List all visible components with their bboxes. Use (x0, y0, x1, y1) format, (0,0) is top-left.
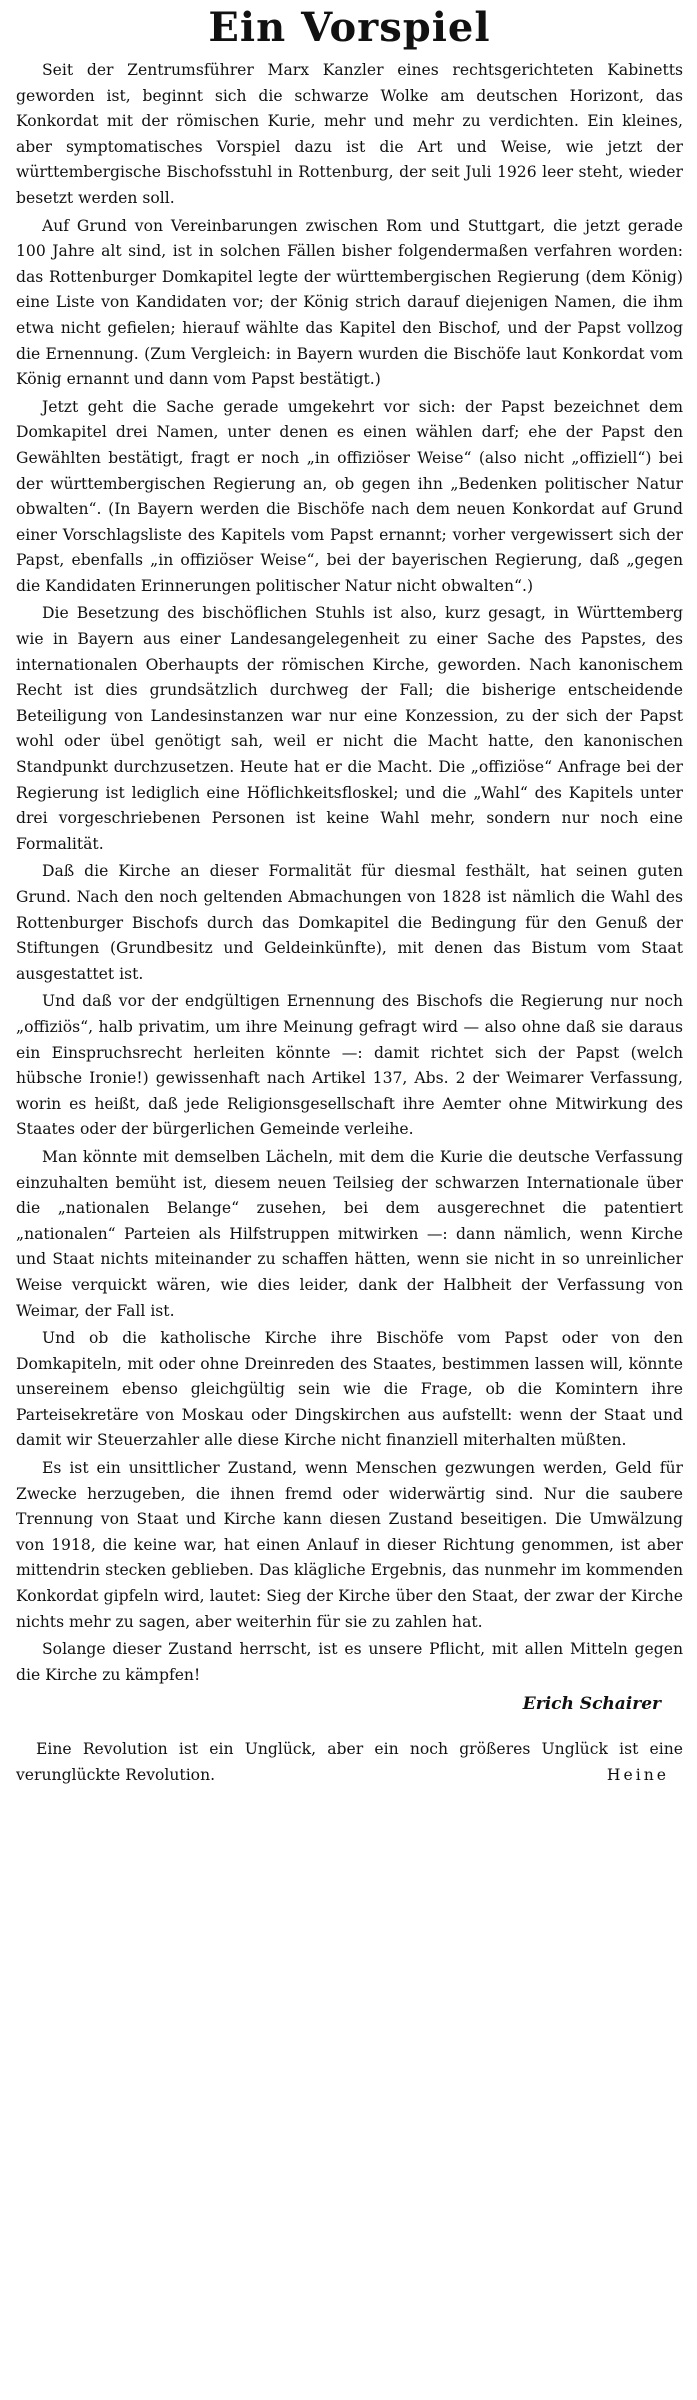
article-paragraph: Daß die Kirche an dieser Formalität für diesmal festhält, hat seinen guten Grund. Nach den noch geltenden Abmachungen von 1828 ist nämlich die Wahl des Rottenburger Bischofs durch das Domkapitel die Bedingung für den Genuß der Stiftungen (Grundbesitz und Geldeinkünfte), mit denen das Bistum vom Staat ausgestattet ist. (16, 862, 683, 983)
article-paragraph: Auf Grund von Vereinbarungen zwischen Rom und Stuttgart, die jetzt gerade 100 Jahre alt sind, ist in solchen Fällen bisher folgendermaßen verfahren worden: das Rottenburger Domkapitel legte der württembergischen Regierung (dem König) eine Liste von Kandidaten vor; der König strich darauf diejenigen Namen, die ihm etwa nicht gefielen; hierauf wählte das Kapitel den Bischof, und der Papst vollzog die Ernennung. (Zum Vergleich: in Bayern wurden die Bischöfe laut Konkordat vom König ernannt und dann vom Papst bestätigt.) (16, 216, 683, 389)
article-body (16, 58, 683, 1688)
article-paragraph: Es ist ein unsittlicher Zustand, wenn Menschen gezwungen werden, Geld für Zwecke herzugeben, die ihnen fremd oder widerwärtig sind. Nur die saubere Trennung von Staat und Kirche kann diesen Zustand beseitigen. Die Umwälzung von 1918, die keine war, hat einen Anlauf in dieser Richtung genommen, ist aber mittendrin stecken geblieben. Das klägliche Ergebnis, das nunmehr im kommenden Konkordat gipfeln wird, lautet: Sieg der Kirche über den Staat, der zwar der Kirche nichts mehr zu sagen, aber weiterhin für sie zu zahlen hat. (16, 1459, 683, 1631)
article-paragraph: Solange dieser Zustand herrscht, ist es unsere Pflicht, mit allen Mitteln gegen die Kirche zu kämpfen! (16, 1640, 683, 1684)
article-paragraph: Und daß vor der endgültigen Ernennung des Bischofs die Regierung nur noch „offiziös“, halb privatim, um ihre Meinung gefragt wird — also ohne daß sie daraus ein Einspruchsrecht herleiten könnte —: damit richtet sich der Papst (welch hübsche Ironie!) gewissenhaft nach Artikel 137, Abs. 2 der Weimarer Verfassung, worin es heißt, daß jede Religionsgesellschaft ihre Aemter ohne Mitwirkung des Staates oder der bürgerlichen Gemeinde verleihe. (16, 992, 683, 1139)
footer-quote (16, 1736, 683, 1788)
article-paragraph: Seit der Zentrumsführer Marx Kanzler eines rechtsgerichteten Kabinetts geworden ist, beginnt sich die schwarze Wolke am deutschen Horizont, das Konkordat mit der römischen Kurie, mehr und mehr zu verdichten. Ein kleines, aber symptomatisches Vorspiel dazu ist die Art und Weise, wie jetzt der württembergische Bischofsstuhl in Rottenburg, der seit Juli 1926 leer steht, wieder besetzt werden soll. (16, 61, 683, 207)
article-paragraph: Und ob die katholische Kirche ihre Bischöfe vom Papst oder von den Domkapiteln, mit oder ohne Dreinreden des Staates, bestimmen lassen will, könnte unsereinem ebenso gleichgültig sein wie die Frage, ob die Komintern ihre Parteisekretäre von Moskau oder Dingskirchen aus aufstellt: wenn der Staat und damit wir Steuerzahler alle diese Kirche nicht finanziell miterhalten müßten. (16, 1329, 683, 1450)
article-author: Erich Schairer (522, 1694, 661, 1715)
quote-author: Heine (606, 1766, 669, 1785)
article-paragraph: Man könnte mit demselben Lächeln, mit dem die Kurie die deutsche Verfassung einzuhalten bemüht ist, diesem neuen Teilsieg der schwarzen Internationale über die „nationalen Belange“ zusehen, bei dem ausgerechnet die patentiert „nationalen“ Parteien als Hilfstruppen mitwirken —: dann nämlich, wenn Kirche und Staat nichts miteinander zu schaffen hätten, wenn sie nicht in so unreinlicher Weise verquickt wären, wie dies leider, dank der Halbheit der Verfassung von Weimar, der Fall ist. (16, 1147, 683, 1320)
article-title: Ein Vorspiel (208, 4, 491, 51)
article-paragraph: Jetzt geht die Sache gerade umgekehrt vor sich: der Papst bezeichnet dem Domkapitel drei Namen, unter denen es einen wählen darf; ehe der Papst den Gewählten bestätigt, fragt er noch „in offiziöser Weise“ (also nicht „offiziell“) bei der württembergischen Regierung an, ob gegen ihn „Bedenken politischer Natur obwalten“. (In Bayern werden die Bischöfe nach dem neuen Konkordat auf Grund einer Vorschlagsliste des Kapitels vom Papst ernannt; vorher vergewissert sich der Papst, ebenfalls „in offiziöser Weise“, bei der bayerischen Regierung, daß „gegen die Kandidaten Erinnerungen politischer Natur nicht obwalten“.) (16, 397, 683, 595)
quote-text: Eine Revolution ist ein Unglück, aber ein noch größeres Unglück ist eine verunglückte Revolution. (16, 1740, 683, 1785)
article-paragraph: Die Besetzung des bischöflichen Stuhls ist also, kurz gesagt, in Württemberg wie in Bayern aus einer Landesangelegenheit zu einer Sache des Papstes, des internationalen Oberhaupts der römischen Kirche, geworden. Nach kanonischem Recht ist dies grundsätzlich durchweg der Fall; die bisherige entscheidende Beteiligung von Landesinstanzen war nur eine Konzession, zu der sich der Papst wohl oder übel genötigt sah, weil er nicht die Macht hatte, den kanonischen Standpunkt durchzusetzen. Heute hat er die Macht. Die „offiziöse“ Anfrage bei der Regierung ist lediglich eine Höflichkeitsfloskel; und die „Wahl“ des Kapitels unter drei vorgeschriebenen Personen ist keine Wahl mehr, sondern nur noch eine Formalität. (16, 604, 683, 853)
